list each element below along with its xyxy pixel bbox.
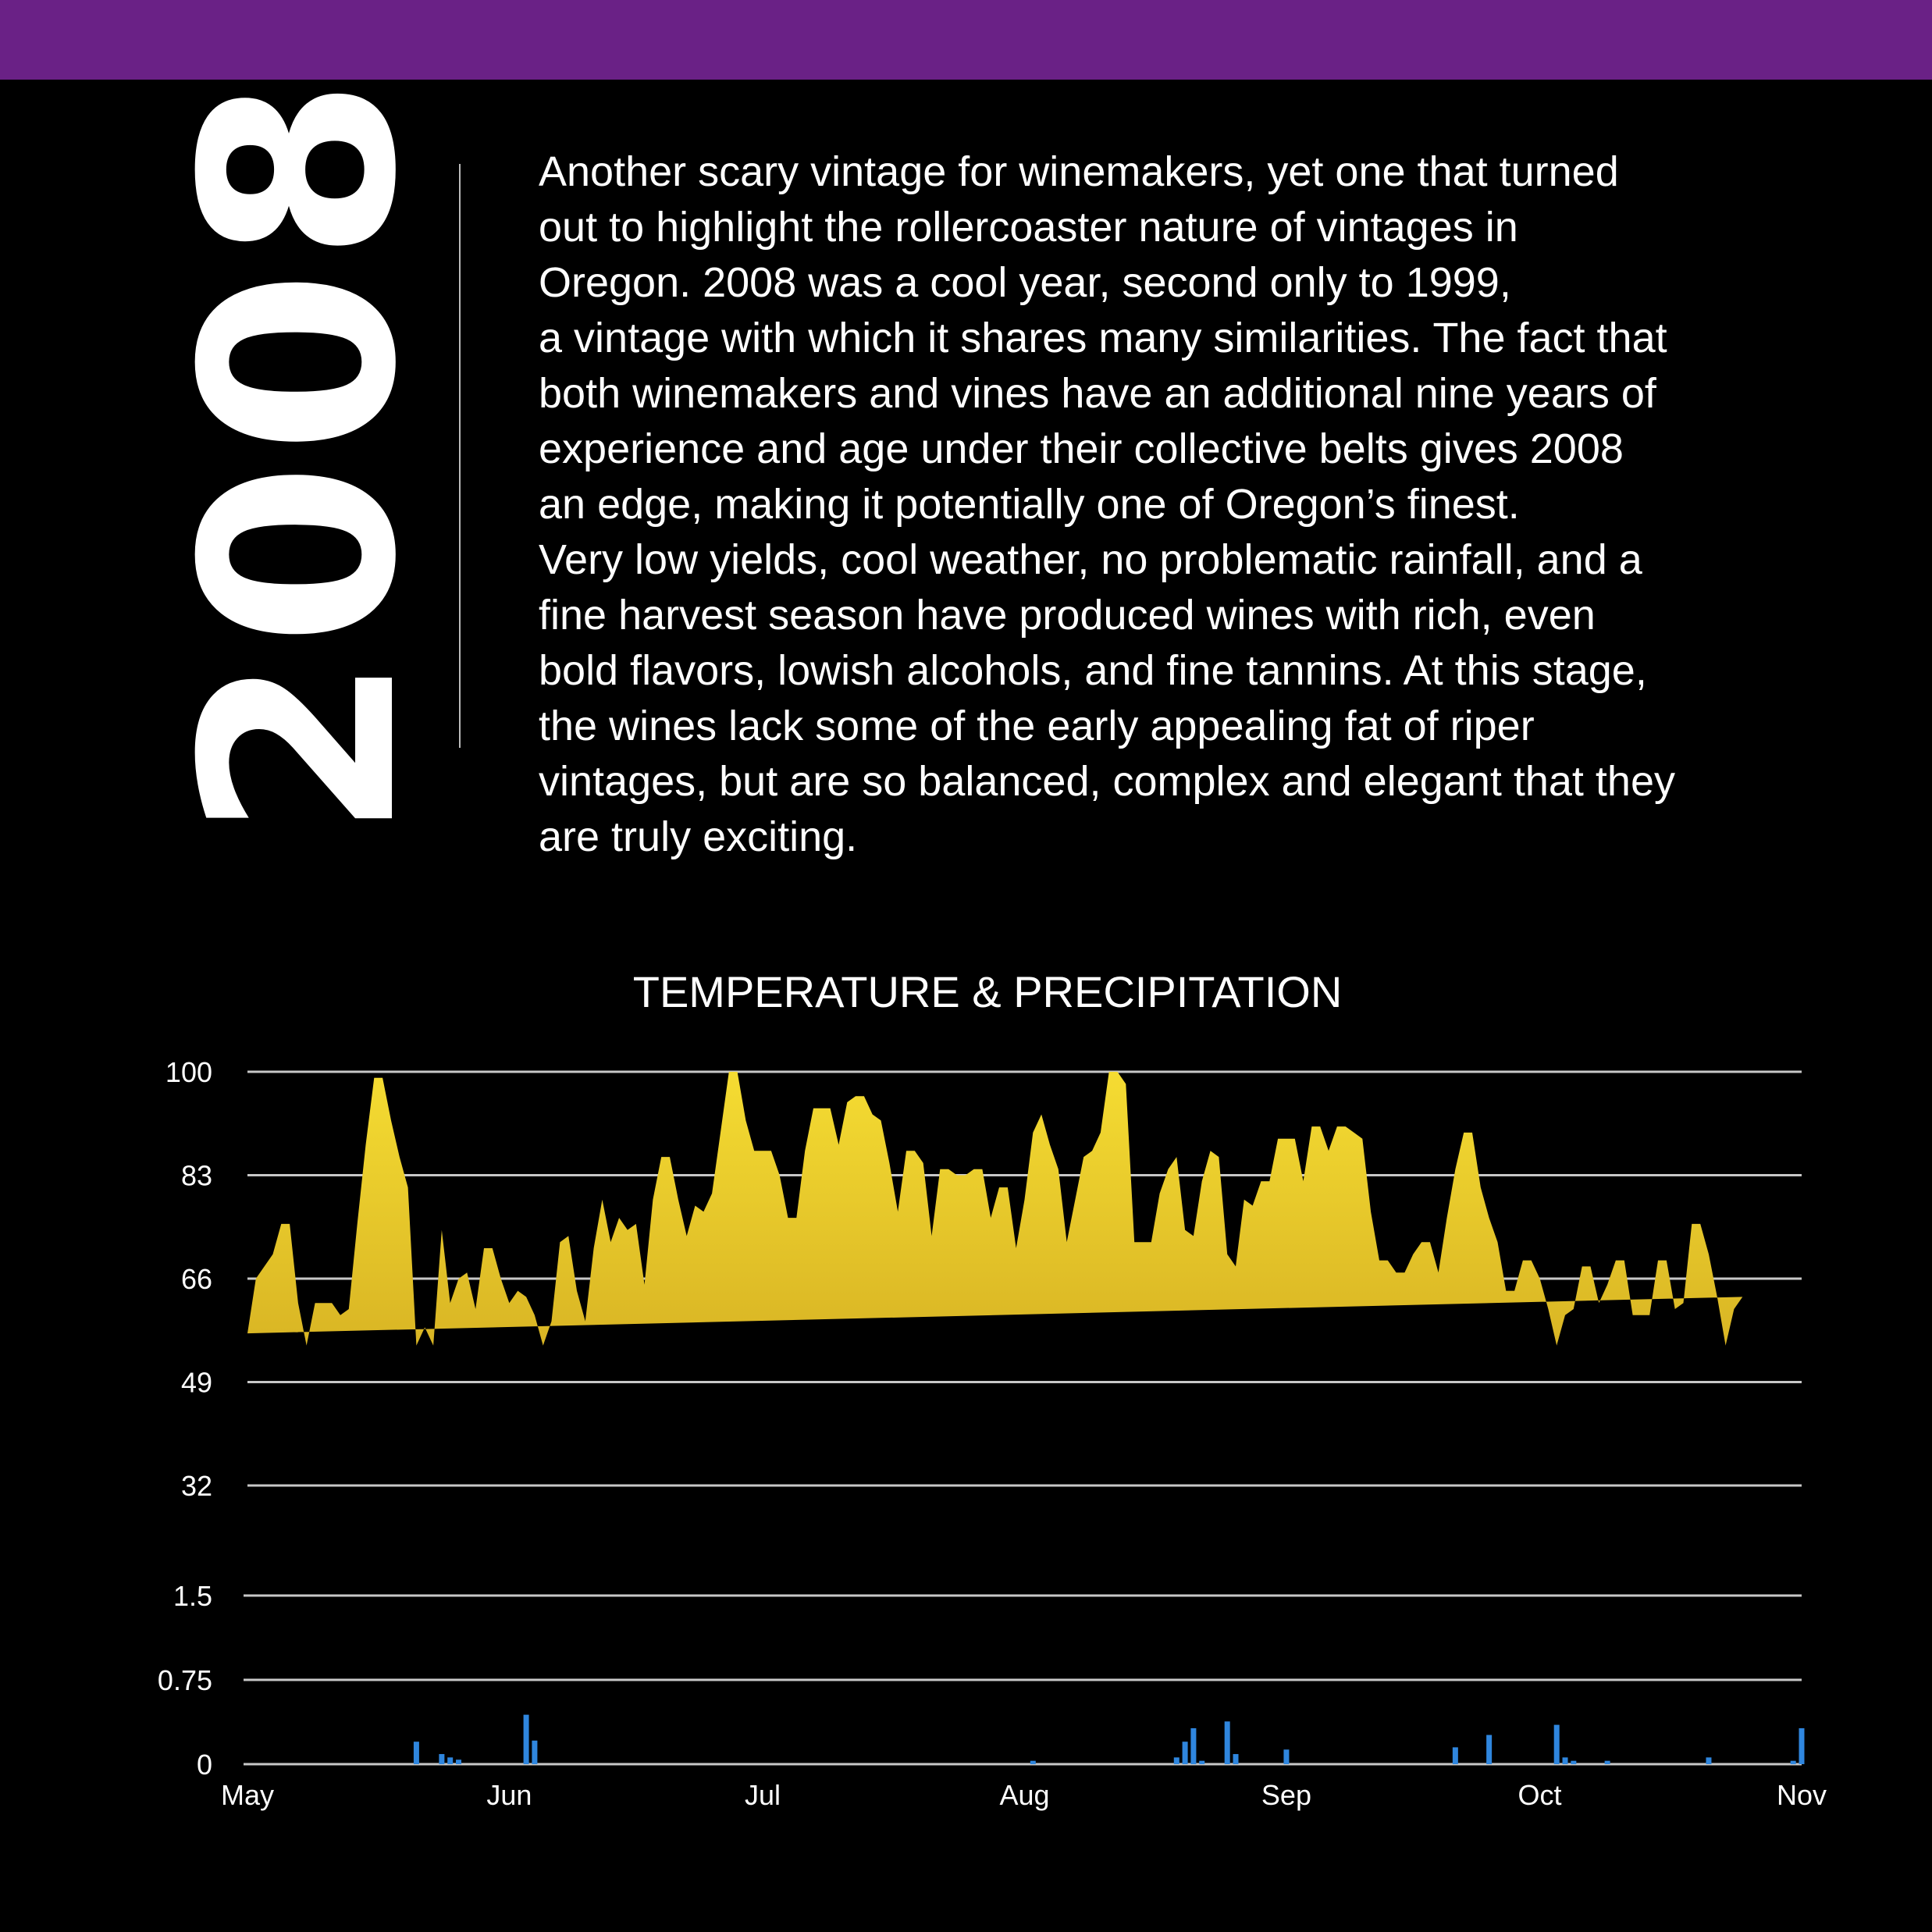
- precipitation-bar: [1453, 1747, 1458, 1764]
- precipitation-bar: [414, 1742, 419, 1764]
- precipitation-bar: [1225, 1721, 1230, 1764]
- temperature-tick-label: 32: [180, 1470, 212, 1502]
- top-bar: [0, 0, 1932, 80]
- description-line: Oregon. 2008 was a cool year, second only to 1999,: [539, 259, 1511, 306]
- precipitation-bar: [1283, 1749, 1289, 1764]
- x-tick-label: May: [220, 1779, 275, 1811]
- description-line: vintages, but are so balanced, complex and elegant that they: [539, 758, 1675, 805]
- precipitation-bar: [456, 1759, 461, 1764]
- description-line: an edge, making it potentially one of Oregon’s finest.: [539, 481, 1520, 528]
- description-line: the wines lack some of the early appealing fat of riper: [539, 703, 1535, 749]
- precipitation-bar: [1233, 1754, 1239, 1764]
- precipitation-tick-label: 0.75: [157, 1664, 212, 1696]
- description-line: Very low yields, cool weather, no problematic rainfall, and a: [539, 536, 1642, 583]
- temperature-tick-label: 100: [165, 1056, 212, 1088]
- precipitation-bar: [1605, 1761, 1610, 1764]
- description-line: both winemakers and vines have an additional nine years of: [539, 370, 1656, 417]
- x-axis: [221, 1779, 1827, 1811]
- precipitation-bar: [1183, 1742, 1188, 1764]
- year-heading: [117, 69, 455, 840]
- year-heading-wrap: [117, 69, 455, 840]
- x-tick-label: Jun: [486, 1779, 532, 1811]
- description-line: are truly exciting.: [539, 813, 858, 860]
- x-tick-label: Jul: [745, 1779, 781, 1811]
- x-tick-label: Oct: [1517, 1779, 1562, 1811]
- vintage-description: [539, 144, 1788, 865]
- precipitation-bar: [1190, 1728, 1196, 1764]
- precipitation-bar: [532, 1741, 537, 1764]
- temperature-tick-label: 66: [180, 1263, 212, 1295]
- precipitation-bar: [1174, 1757, 1179, 1764]
- precipitation-bar: [1799, 1728, 1805, 1764]
- description-line: fine harvest season have produced wines with rich, even: [539, 592, 1596, 639]
- temperature-tick-label: 49: [180, 1366, 212, 1399]
- precipitation-bar: [1563, 1757, 1568, 1764]
- precipitation-bar: [447, 1757, 453, 1764]
- description-line: bold flavors, lowish alcohols, and fine tannins. At this stage,: [539, 647, 1647, 694]
- precipitation-bar: [1791, 1761, 1796, 1764]
- precipitation-bar: [1706, 1757, 1711, 1764]
- description-line: Another scary vintage for winemakers, yet one that turned: [539, 148, 1619, 195]
- temperature-tick-label: 83: [180, 1159, 212, 1192]
- precipitation-bar: [1199, 1761, 1204, 1764]
- temperature-range-area: [247, 1072, 1742, 1346]
- precipitation-bar: [1030, 1761, 1036, 1764]
- chart-title: TEMPERATURE & PRECIPITATION: [632, 967, 1343, 1016]
- precipitation-tick-label: 1.5: [173, 1580, 212, 1612]
- precipitation-bars: [414, 1715, 1805, 1764]
- precipitation-tick-label: 0: [196, 1749, 212, 1781]
- precipitation-bar: [1486, 1735, 1492, 1764]
- precipitation-bar: [1554, 1725, 1560, 1764]
- x-tick-label: Aug: [999, 1779, 1050, 1811]
- temperature-precipitation-chart: [0, 952, 1932, 1842]
- description-line: a vintage with which it shares many similarities. The fact that: [539, 315, 1667, 361]
- x-tick-label: Sep: [1261, 1779, 1311, 1811]
- precipitation-bar: [1571, 1761, 1576, 1764]
- vertical-divider: [459, 164, 461, 748]
- description-line: out to highlight the rollercoaster nature of vintages in: [539, 204, 1518, 251]
- year-text: 2008: [146, 69, 455, 840]
- x-tick-label: Nov: [1776, 1779, 1827, 1811]
- description-line: experience and age under their collective belts gives 2008: [539, 425, 1624, 472]
- precipitation-bar: [524, 1715, 529, 1764]
- precipitation-bar: [439, 1754, 444, 1764]
